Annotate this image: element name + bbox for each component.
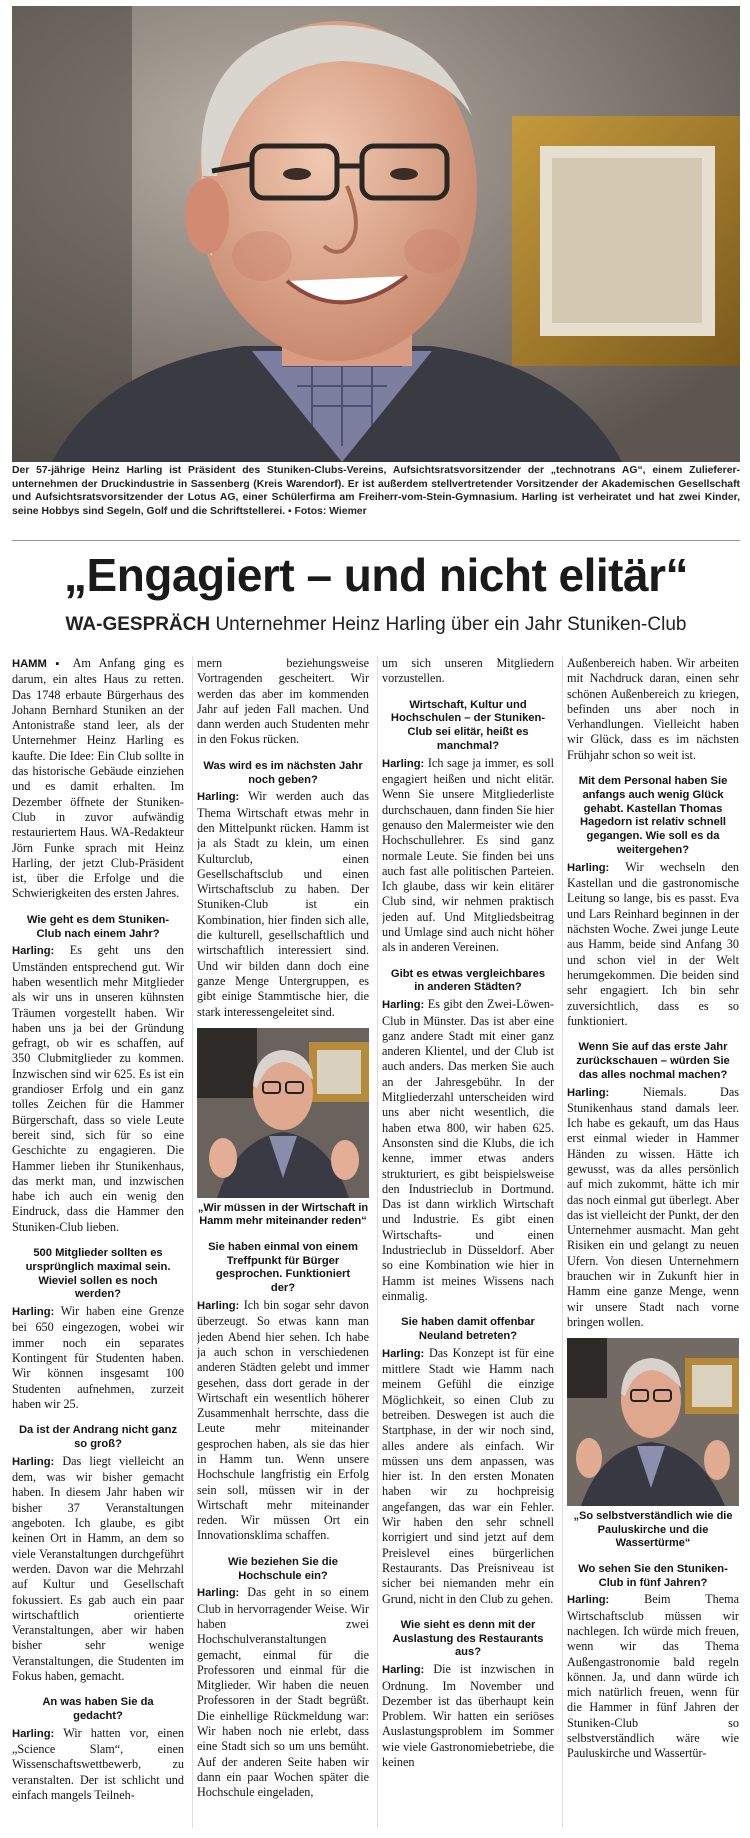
article-column-2: [197, 656, 369, 1828]
inset-photo: [197, 1028, 369, 1198]
answer-continued: Außenbereich haben. Wir arbeiten mit Nachdruck daran, einen sehr schönen Außenbereich zu kriegen, befinden uns aber noch in Verhandlungen. Vielleicht haben wir Glück, dass es im nächsten Frühjahr schon so weit ist.: [567, 656, 739, 762]
inset-caption: „So selbstverständlich wie die Pauluskirche und die Wassertürme“: [573, 1510, 733, 1550]
subhead-kicker: WA-GESPRÄCH: [65, 614, 211, 635]
question: Wie beziehen Sie die Hochschule ein?: [228, 1555, 338, 1582]
answer: Harling: Es gibt den Zwei-Löwen-Club in Münster. Das ist aber eine ganz andere Stadt mit einer ganz anderen Klientel, und der Club ist auch anders. Das merken Sie auch an der Jahresgebühr. In der Mitgliederzahl unterscheiden wird uns aber nicht wesentlich, die haben etwa 800, wir haben 625. Ansonsten sind die Klubs, die ich kenne, immer etwas anders strukturiert, es gibt beispielsweise den Industrieclub in Dortmund. Das ist dann wirklich Wirtschaft und Industrie. Es gibt einen Wirtschafts- und einen Industrieclub in Düsseldorf. Aber so eine Kombination wie hier in Hamm ist meines Wissens nach einmalig.: [382, 997, 554, 1303]
answer: Harling: Ich bin sogar sehr davon überzeugt. So etwas kann man jeden Abend hier sehen. Ich habe ja auch schon in verschiedenen anderen Städten gelebt und immer gesehen, dass dort gerade in der Wirtschaft ein wesentlich höherer Zusammenhalt herrschte, dass die Leute mehr miteinander gesprochen haben, als sie das hier in Hamm tun. Wenn unsere Hochschule langfristig ein Erfolg sein soll, müssen wir in der Wirtschaft mehr miteinander reden. Wir müssen Ort ein Innovationsklima schaffen.: [197, 1298, 369, 1543]
answer: Harling: Beim Thema Wirtschaftsclub müssen wir nachlegen. Ich würde mich freuen, wenn wir das Thema Außengastronomie bald regeln können. Ja, und dann würde ich mich natürlich freuen, wenn für die Hammer in fünf Jahren der Stuniken-Club so selbstverständlich wäre wie Pauluskirche und Wassertür-: [567, 1592, 739, 1761]
answer: Harling: Wir haben eine Grenze bei 650 eingezogen, wobei wir immer noch ein separates Kontingent für Studenten haben. Wir können insgesamt 100 Studenten aufnehmen, zurzeit haben wir 25.: [12, 1304, 184, 1411]
answer: Harling: Wir wechseln den Kastellan und die gastronomische Leitung so lange, bis es passt. Eva und Lars Reinhard beginnen in der nächsten Woche. Zwei junge Leute aus Hamm, beide sind Anfang 30 und schon viel in der Welt herumgekommen. Die beiden sind sehr engagiert. Ich bin sehr zuversichtlich, dass es so funktioniert.: [567, 859, 739, 1028]
answer-continued: mern beziehungsweise Vortragenden gescheitert. Wir werden das aber im kommenden Jahr auf jeden Fall machen. Und dann werden auch Studenten mehr in den Fokus rücken.: [197, 656, 369, 747]
intro-paragraph: HAMM ▪ Am Anfang ging es darum, ein altes Haus zu retten. Das 1748 erbaute Bürgerhaus des Johann Bernhard Stuniken an der Antonistraße stand leer, als der Unternehmer Heinz Harling es kaufte. Die Idee: Ein Club sollte in das historische Gebäude einziehen und es damit erhalten. Im Dezember öffnete der Stuniken-Club in zuvor aufwändig restauriertem Haus. WA-Redakteur Jörn Funke sprach mit Heinz Harling, der jetzt Club-Präsident ist, über die Erfolge und die Schwierigkeiten des ersten Jahres.: [12, 656, 184, 901]
headline: „Engagiert – und nicht elitär“: [64, 549, 688, 601]
answer-continued: um sich unseren Mitgliedern vorzustellen.: [382, 656, 554, 686]
article-column-4: [567, 656, 739, 1828]
divider: [12, 540, 740, 541]
question: Wie sieht es denn mit der Auslastung des Restaurants aus?: [392, 1618, 544, 1659]
answer: Harling: Niemals. Das Stunikenhaus stand damals leer. Ich habe es gekauft, um das Haus erst einmal wieder in Hammer Händen zu wissen. Hätte ich gewusst, was da alles persönlich auf mich zukommt, hätte ich mir das noch einmal gut überlegt. Aber das ist vielleicht der Punkt, der den Unternehmer ausmacht. Man geht Risiken ein und gelangt zu neuen Ufern. Von diesen Unternehmern brauchen wir in Zukunft hier in Hamm eine ganze Menge, wenn wir unsere Stadt nach vorne bringen wollen.: [567, 1084, 739, 1329]
answer: Harling: Ich sage ja immer, es soll engagiert heißen und nicht elitär. Wenn Sie unsere Mitgliederliste durchschauen, dann finden Sie hier genauso den Malermeister wie den Hochschullehrer. Es sind ganz normale Leute. Sie finden bei uns auch fast alle politischen Parteien. Ich glaube, dass wir kein elitärer Club sind, wir nehmen praktisch jeden auf. Und Mitgliedsbeitrag und Umlage sind auch nicht höher als in anderen Vereinen.: [382, 755, 554, 955]
question: Wie geht es dem Stuniken-Club nach einem Jahr?: [26, 913, 170, 940]
column-divider: [377, 656, 378, 1828]
question: Was wird es im nächsten Jahr noch geben?: [203, 759, 363, 786]
answer: Harling: Es geht uns den Umständen entsprechend gut. Wir haben wesentlich mehr Mitglieder als wir uns in unseren kühnsten Träumen vorgestellt haben. Wir haben uns ja bei der Gründung gefragt, ob wir es schaffen, auf 350 Clubmitglieder zu kommen. Inzwischen sind wir 625. Es ist ein grandioser Erfolg und ein ganz tolles Zeichen für die Hammer Bürgerschaft, dass so viele Leute bereit sind, sich für so eine Geschichte zu engagieren. Die Hammer lieben ihr Stunikenhaus, das merkt man, und inzwischen habe ich auch ein wenig den Eindruck, dass die Hammer den Stuniken-Club lieben.: [12, 943, 184, 1234]
question: Mit dem Personal haben Sie anfangs auch wenig Glück gehabt. Kastellan Thomas Hagedorn ist relativ schnell gegangen. Wie soll es da weitergehen?: [578, 775, 728, 857]
inset-caption: „Wir müssen in der Wirtschaft in Hamm mehr miteinander reden“: [197, 1201, 369, 1228]
answer: Harling: Das liegt vielleicht an dem, was wir bisher gemacht haben. In diesem Jahr haben wir bisher 37 Veranstaltungen angeboten. Ich glaube, es gibt keinen Ort in Hamm, an dem so viele Veranstaltungen durchgeführt werden. Davon war die Mehrzahl auf Kultur und Gesellschaft fokussiert. Es gab auch ein paar wirtschaftlich orientierte Veranstaltungen, aber wir haben bisher sehr wenige Veranstaltungen, die Studenten im Fokus haben, gemacht.: [12, 1453, 184, 1683]
inset-photo: [567, 1338, 739, 1506]
answer: Harling: Wir hatten vor, einen „Science Slam“, einen Wissenschaftswettbewerb, zu veranstalten. Der ist schlicht und einfach mangels Teilneh-: [12, 1725, 184, 1803]
question: Wirtschaft, Kultur und Hochschulen – der Stuniken-Club sei elitär, heißt es manchmal?: [390, 698, 546, 752]
column-divider: [192, 656, 193, 1828]
answer: Harling: Wir werden auch das Thema Wirtschaft etwas mehr in den Mittelpunkt rücken. Hamm ist ja als Stadt zu klein, um einen Kulturclub, einen Gesellschaftsclub und einen Wirtschaftsclub zu haben. Der Stuniken-Club ist ein Kombination, hier finden sich alle, die kulturell, gesellschaftlich und wirtschaftlich interessiert sind. Und wir bilden dann doch eine ganze Menge Untergruppen, es gibt einige Stammtische hier, die stark interessengeleitet sind.: [197, 789, 369, 1019]
photo-caption: Der 57-jährige Heinz Harling ist Präsident des Stuniken-Clubs-Vereins, Aufsichtsratsvorsitzender der „technotrans AG“, einem Zulieferer-unternehmen der Druckindustrie in Sassenberg (Kreis Warendorf). Er ist außerdem stellvertretender Vorsitzender der Akademischen Gesellschaft und Aufsichtsratsvorsitzender der Lotus AG, einer Schülerfirma am Freiherr-vom-Stein-Gymnasium. Harling ist verheiratet und hat zwei Kinder, seine Hobbys sind Segeln, Golf und die Schriftstellerei. ▪ Fotos: Wiemer: [12, 465, 740, 517]
subhead: [12, 614, 740, 636]
answer: Harling: Die ist inzwischen in Ordnung. Im November und Dezember ist das überhaupt kein Problem. Wir hatten ein seriöses Auslastungsproblem im Sommer wie viele Gastronomiebetriebe, die keinen: [382, 1662, 554, 1769]
answer: Harling: Das geht in so einem Club in hervorragender Weise. Wir haben zwei Hochschulveranstaltungen gemacht, einmal für die Professoren und einmal für die Mitglieder. Wir haben die neuen Professoren in der Stadt begrüßt. Die einhellige Rückmeldung war: Wir haben noch nie erlebt, dass eine Stadt sich so um uns bemüht. Auf der anderen Seite haben wir dann ein paar Wochen später die Hochschule eingeladen,: [197, 1585, 369, 1800]
question: Sie haben einmal von einem Treffpunkt für Bürger gesprochen. Funktioniert der?: [208, 1240, 358, 1295]
question: 500 Mitglieder sollten es ursprünglich maximal sein. Wieviel sollen es noch werden?: [25, 1246, 171, 1301]
question: Wenn Sie auf das erste Jahr zurückschauen – würden Sie das alles nochmal machen?: [576, 1041, 730, 1081]
question: Wo sehen Sie den Stuniken-Club in fünf Jahren?: [578, 1562, 728, 1589]
subhead-text: Unternehmer Heinz Harling über ein Jahr Stuniken-Club: [215, 614, 687, 635]
answer: Harling: Das Konzept ist für eine mittlere Stadt wie Hamm nach meinem Gefühl die einzige Möglichkeit, so einen Club zu betreiben. Deswegen ist auch die Startphase, in der wir noch sind, alles andere als einfach. Wir müssen uns dem anpassen, was hier ist. In den ersten Monaten haben wir zu hochpreisig angefangen, das war ein Fehler. Wir haben den sehr schnell korrigiert und sind jetzt auf dem Preislevel eines bürgerlichen Restaurants. Das Preisniveau ist sicher bei niemanden mehr ein Grund, nicht in den Club zu gehen.: [382, 1345, 554, 1606]
hero-photo: [12, 6, 740, 462]
question: Da ist der Andrang nicht ganz so groß?: [18, 1424, 178, 1451]
dateline: HAMM ▪: [12, 658, 65, 670]
article-column-1: [12, 656, 184, 1828]
question: Gibt es etwas vergleichbares in anderen Städten?: [390, 967, 546, 994]
column-divider: [562, 656, 563, 1828]
article-column-3: [382, 656, 554, 1828]
question: An was haben Sie da gedacht?: [42, 1696, 154, 1723]
question: Sie haben damit offenbar Neuland betreten?: [401, 1316, 535, 1342]
